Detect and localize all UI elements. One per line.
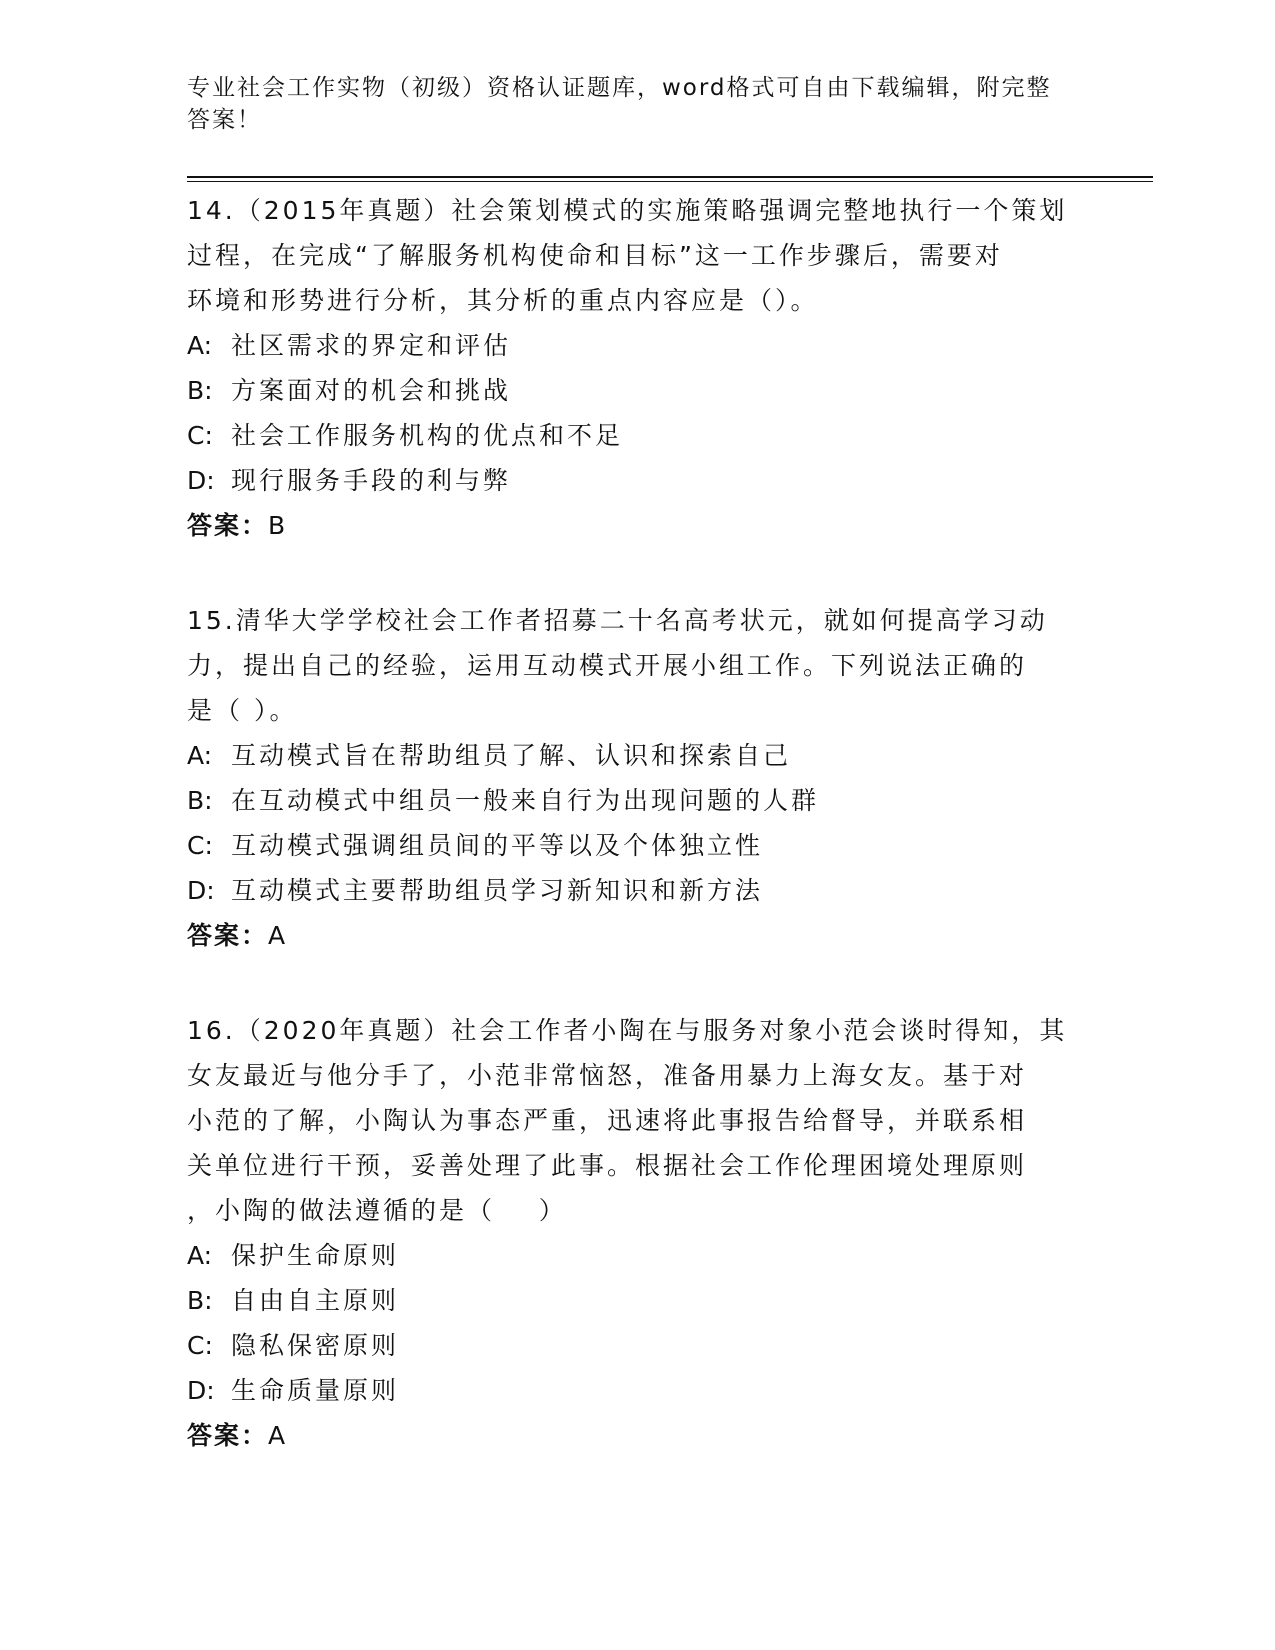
option-text: 互动模式强调组员间的平等以及个体独立性 [231,831,764,860]
option-d [187,1368,1087,1413]
option-a [187,1233,1087,1278]
question-stem-line: 环境和形势进行分析，其分析的重点内容应是（）。 [187,286,819,315]
answer-line [187,1413,1087,1458]
option-letter: D: [187,1376,215,1405]
question-stem-line: 力，提出自己的经验，运用互动模式开展小组工作。下列说法正确的 [187,651,1028,680]
answer-label: 答案： [187,921,269,950]
option-b [187,1278,1087,1323]
answer-line [187,503,1087,548]
question-stem-line: 16.（2020年真题）社会工作者小陶在与服务对象小范会谈时得知，其 [187,1016,1068,1045]
option-c [187,1323,1087,1368]
question-stem-line: 过程，在完成“了解服务机构使命和目标”这一工作步骤后，需要对 [187,241,1003,270]
answer-label: 答案： [187,1421,269,1450]
document-header: 专业社会工作实物（初级）资格认证题库，word格式可自由下载编辑，附完整答案！ [187,75,1052,133]
option-text: 在互动模式中组员一般来自行为出现问题的人群 [231,786,820,815]
answer-value: B [268,511,288,540]
question-stem-line: 小范的了解，小陶认为事态严重，迅速将此事报告给督导，并联系相 [187,1106,1028,1135]
question-stem-line: 女友最近与他分手了，小范非常恼怒，准备用暴力上海女友。基于对 [187,1061,1028,1090]
option-letter: D: [187,466,215,495]
question-14 [187,188,1087,548]
option-letter: A: [187,741,213,770]
option-text: 互动模式主要帮助组员学习新知识和新方法 [231,876,764,905]
option-b [187,368,1087,413]
option-text: 互动模式旨在帮助组员了解、认识和探索自己 [231,741,792,770]
answer-value: A [268,921,288,950]
question-15 [187,598,1087,958]
question-16 [187,1008,1087,1458]
option-text: 自由自主原则 [231,1286,400,1315]
option-letter: A: [187,1241,213,1270]
option-d [187,458,1087,503]
option-a [187,733,1087,778]
option-letter: C: [187,1331,213,1360]
option-b [187,778,1087,823]
question-stem-line: 关单位进行干预，妥善处理了此事。根据社会工作伦理困境处理原则 [187,1151,1028,1180]
option-d [187,868,1087,913]
option-c [187,823,1087,868]
option-text: 保护生命原则 [231,1241,400,1270]
option-letter: A: [187,331,213,360]
option-text: 隐私保密原则 [231,1331,400,1360]
question-stem-line: 15.清华大学学校社会工作者招募二十名高考状元，就如何提高学习动 [187,606,1048,635]
option-text: 现行服务手段的利与弊 [231,466,512,495]
option-text: 生命质量原则 [231,1376,400,1405]
option-letter: C: [187,831,213,860]
option-text: 社会工作服务机构的优点和不足 [231,421,624,450]
option-letter: C: [187,421,213,450]
header-rule-thin [187,181,1153,182]
option-letter: B: [187,1286,213,1315]
option-c [187,413,1087,458]
answer-line [187,913,1087,958]
option-letter: B: [187,786,213,815]
question-stem-line: 14.（2015年真题）社会策划模式的实施策略强调完整地执行一个策划 [187,196,1068,225]
option-letter: B: [187,376,213,405]
option-text: 方案面对的机会和挑战 [231,376,512,405]
answer-label: 答案： [187,511,269,540]
question-stem-line: ，小陶的做法遵循的是（ ） [187,1196,567,1225]
option-letter: D: [187,876,215,905]
question-stem-line: 是（ ）。 [187,696,298,725]
header-rule-thick [187,176,1153,178]
answer-value: A [268,1421,288,1450]
option-text: 社区需求的界定和评估 [231,331,512,360]
option-a [187,323,1087,368]
